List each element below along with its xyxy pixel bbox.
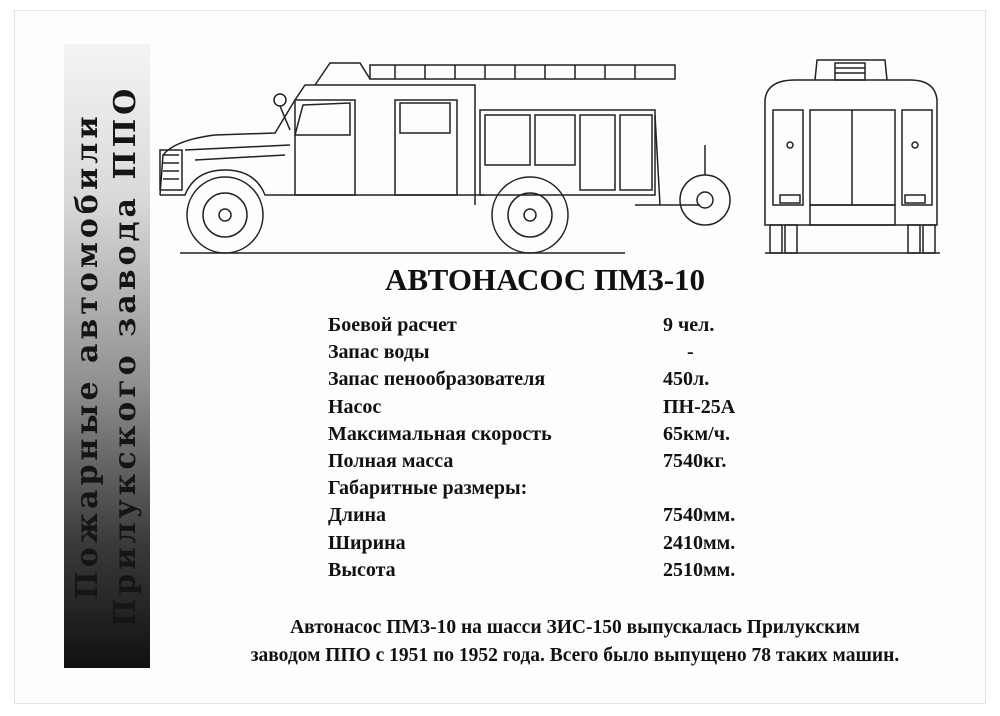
- spec-row: [328, 475, 807, 502]
- spec-row: [328, 312, 807, 339]
- spec-value: 9 чел.: [663, 314, 715, 337]
- spec-row: [328, 366, 807, 393]
- spec-row: [328, 502, 807, 529]
- description: [150, 614, 1000, 670]
- spec-value: 2510мм.: [663, 558, 736, 581]
- side-banner-text: [69, 46, 145, 666]
- spec-value: 450л.: [663, 368, 710, 391]
- spec-row: [328, 530, 807, 557]
- spec-row: [328, 557, 807, 584]
- truck-rear-view-drawing: [755, 55, 950, 260]
- side-banner-line1: Пожарные автомобили: [70, 112, 105, 600]
- side-banner-line2: Прилукского завода ППО: [108, 84, 143, 628]
- spec-value: ПН-25А: [663, 395, 736, 418]
- spec-label: Запас воды: [328, 341, 430, 364]
- spec-label: Боевой расчет: [328, 314, 457, 337]
- spec-row: [328, 448, 807, 475]
- spec-value: [663, 475, 807, 502]
- spec-row: [328, 339, 807, 366]
- spec-value: 7540кг.: [663, 450, 727, 473]
- spec-value: 65км/ч.: [663, 422, 730, 445]
- description-line2: заводом ППО с 1951 по 1952 года. Всего было выпущено 78 таких машин.: [250, 645, 900, 666]
- spec-label: Запас пенообразователя: [328, 368, 546, 391]
- spec-row: [328, 421, 807, 448]
- spec-label: Высота: [328, 558, 396, 581]
- spec-label: Насос: [328, 395, 382, 418]
- spec-value: 7540мм.: [663, 504, 736, 527]
- spec-label: Полная масса: [328, 450, 454, 473]
- spec-label: Максимальная скорость: [328, 422, 552, 445]
- specs-table: [328, 312, 807, 584]
- description-line1: Автонасос ПМЗ-10 на шасси ЗИС-150 выпускалась Прилукским: [290, 617, 860, 638]
- spec-label: Габаритные размеры:: [328, 477, 528, 500]
- spec-row: [328, 394, 807, 421]
- spec-label: Ширина: [328, 531, 406, 554]
- spec-value: 2410мм.: [663, 531, 736, 554]
- truck-side-view-drawing: [155, 55, 745, 260]
- spec-value: -: [687, 341, 694, 364]
- vehicle-title: АВТОНАСОС ПМЗ-10: [384, 262, 706, 297]
- spec-label: Длина: [328, 504, 387, 527]
